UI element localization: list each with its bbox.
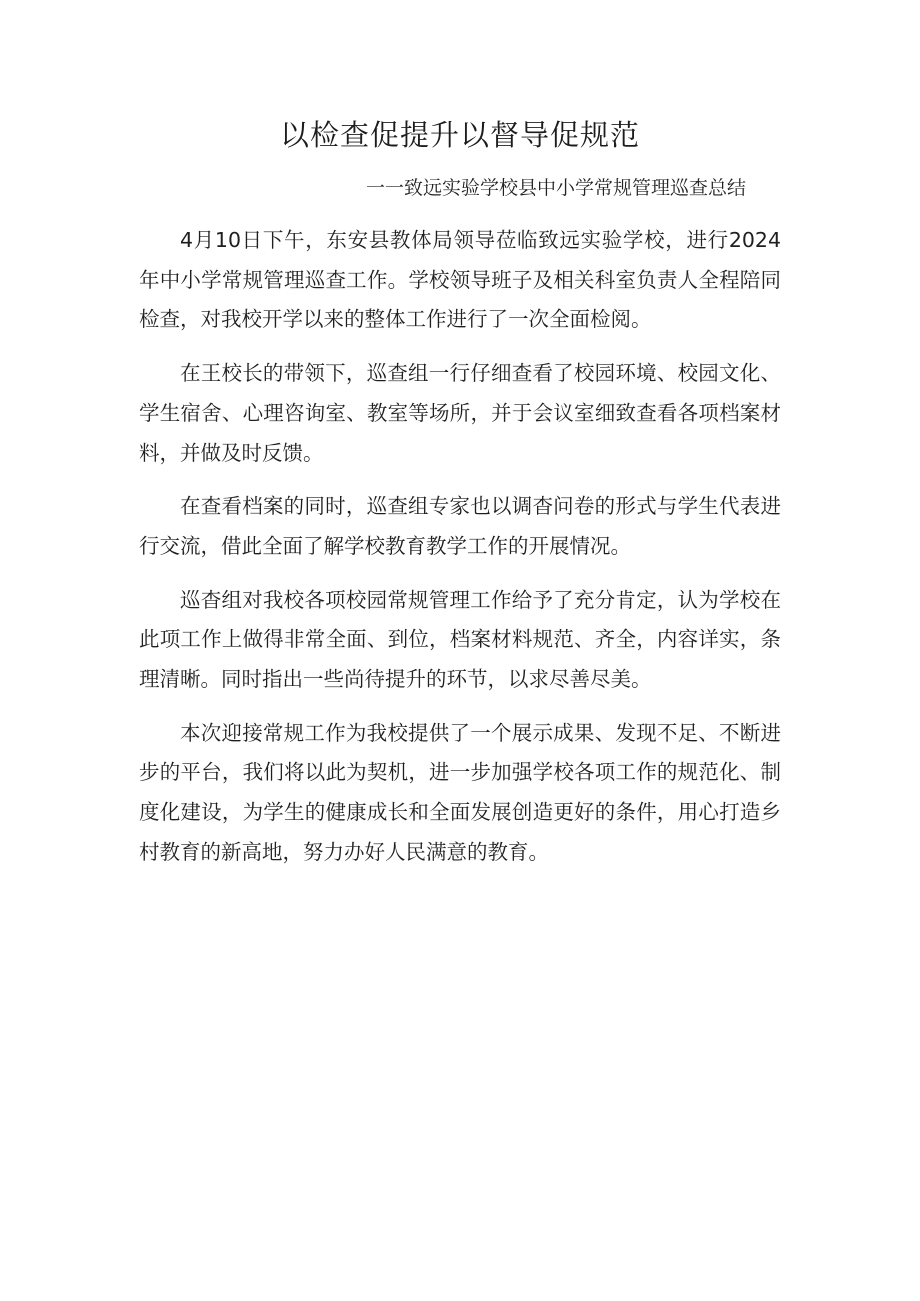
document-title: 以检查促提升以督导促规范 <box>279 118 640 152</box>
paragraph-conclusion: 本次迎接常规工作为我校提供了一个展示成果、发现不足、不断进步的平台，我们将以此为契机，进一步加强学校各项工作的规范化、制度化建设，为学生的健康成长和全面发展创造更好的条件，用心打造乡村教育的新高地，努力办好人民满意的教育。 <box>139 720 781 864</box>
paragraph-questionnaire: 在查看档案的同时，巡查组专家也以调杳问卷的形式与学生代表进行交流，借此全面了解学校教育教学工作的开展情况。 <box>139 494 781 558</box>
document-subtitle: 一一致远实验学校县中小学常规管理巡查总结 <box>366 177 747 199</box>
paragraph-inspection-tour: 在王校长的带领下，巡查组一行仔细查看了校园环境、校园文化、学生宿舍、心理咨询室、教室等场所，并于会议室细致查看各项档案材料，并做及时反馈。 <box>139 361 781 465</box>
document-body <box>139 221 781 887</box>
paragraph-affirmation: 巡杳组对我校各项校园常规管理工作给予了充分肯定，认为学校在此项工作上做得非常全面、到位，档案材料规范、齐全，内容详实，条理清晰。同时指出一些尚待提升的环节，以求尽善尽美。 <box>139 587 781 692</box>
paragraph-visit: 4月10日下午，东安县教体局领导莅临致远实验学校，进行2024年中小学常规管理巡查工作。学校领导班子及相关科室负责人全程陪同检查，对我校开学以来的整体工作进行了一次全面检阅。 <box>139 228 781 332</box>
